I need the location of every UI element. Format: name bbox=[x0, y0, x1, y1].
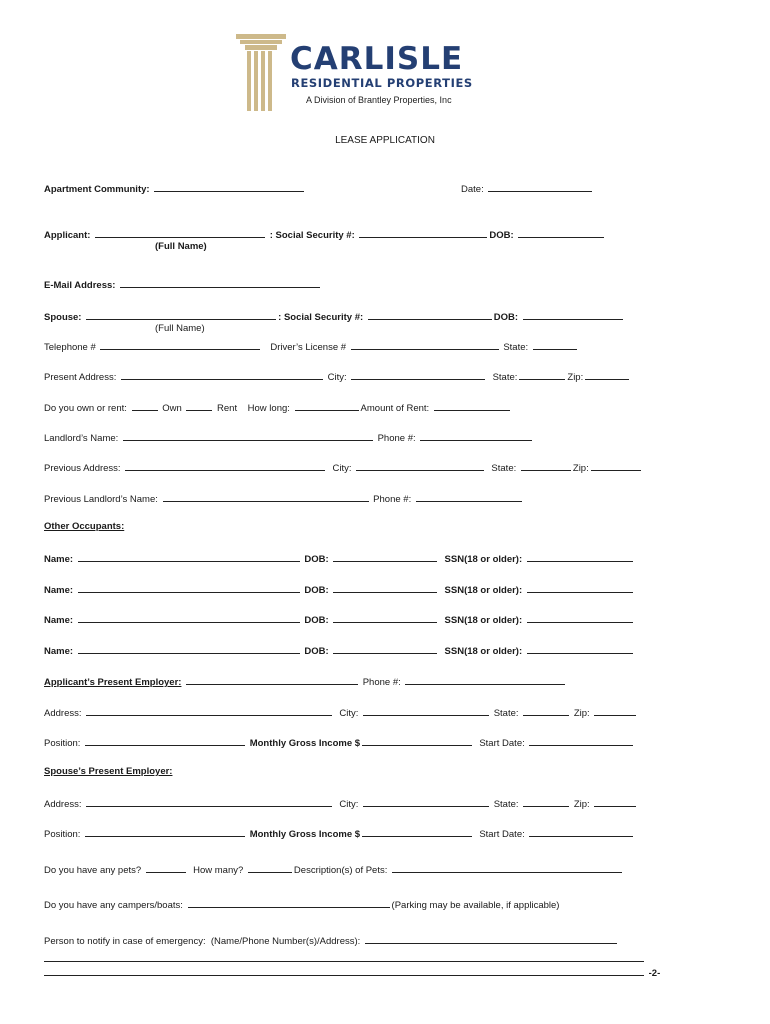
own-rent-label: Do you own or rent: bbox=[44, 403, 127, 414]
occupant-row-3 bbox=[44, 612, 635, 627]
emergency-label: Person to notify in case of emergency: bbox=[44, 936, 206, 947]
license-state-field[interactable] bbox=[533, 339, 577, 350]
how-long-label: How long: bbox=[247, 403, 290, 414]
occupant-dob-label: DOB: bbox=[304, 615, 329, 626]
occupant-ssn-label: SSN(18 or older): bbox=[444, 646, 523, 657]
occupant-ssn-label: SSN(18 or older): bbox=[444, 585, 523, 596]
occupant-ssn-field[interactable] bbox=[527, 612, 633, 623]
present-zip-label: Zip: bbox=[567, 372, 584, 383]
spouse-ssn-field[interactable] bbox=[368, 309, 492, 320]
applicant-employer-phone-label: Phone #: bbox=[362, 677, 401, 688]
occupant-row-4 bbox=[44, 643, 635, 658]
occupant-name-label: Name: bbox=[44, 646, 74, 657]
applicant-employer-state-label: State: bbox=[493, 708, 519, 719]
spouse-employer-zip-field[interactable] bbox=[594, 796, 636, 807]
spouse-employer-address-label: Address: bbox=[44, 799, 82, 810]
applicant-employer-city-label: City: bbox=[339, 708, 359, 719]
emergency-line-2 bbox=[44, 951, 646, 966]
logo-division: A Division of Brantley Properties, Inc bbox=[306, 95, 452, 105]
landlord-name-label: Landlord’s Name: bbox=[44, 433, 119, 444]
column-logo-icon bbox=[236, 32, 288, 114]
drivers-license-field[interactable] bbox=[351, 339, 499, 350]
spouse-employer-zip-label: Zip: bbox=[573, 799, 590, 810]
applicant-label: Applicant bbox=[44, 230, 88, 241]
spouse-employer-address-row bbox=[44, 796, 638, 811]
previous-address-label: Previous Address: bbox=[44, 463, 121, 474]
applicant-dob-label: DOB: bbox=[489, 230, 514, 241]
apartment-community-field[interactable] bbox=[154, 181, 304, 192]
occupant-ssn-field[interactable] bbox=[527, 551, 633, 562]
spouse-start-date-field[interactable] bbox=[529, 826, 633, 837]
apartment-community-row bbox=[44, 181, 306, 196]
applicant-employer-city-field[interactable] bbox=[363, 705, 489, 716]
occupant-dob-label: DOB: bbox=[304, 554, 329, 565]
telephone-label: Telephone # bbox=[44, 342, 96, 353]
applicant-employer-state-field[interactable] bbox=[523, 705, 569, 716]
email-field[interactable] bbox=[120, 277, 320, 288]
occupant-ssn-label: SSN(18 or older): bbox=[444, 554, 523, 565]
how-many-label: How many? bbox=[193, 865, 244, 876]
applicant-position-field[interactable] bbox=[85, 735, 245, 746]
occupant-dob-field[interactable] bbox=[333, 551, 437, 562]
how-long-field[interactable] bbox=[295, 400, 359, 411]
present-city-field[interactable] bbox=[351, 369, 485, 380]
applicant-name-field[interactable] bbox=[95, 227, 265, 238]
applicant-dob-field[interactable] bbox=[518, 227, 604, 238]
applicant-employer-address-row bbox=[44, 705, 638, 720]
amount-rent-label: Amount of Rent: bbox=[360, 403, 430, 414]
spouse-income-field[interactable] bbox=[362, 826, 472, 837]
spouse-ssn-label: Social Security #: bbox=[283, 312, 364, 323]
applicant-income-field[interactable] bbox=[362, 735, 472, 746]
applicant-employer-phone-field[interactable] bbox=[405, 674, 565, 685]
document-title: LEASE APPLICATION bbox=[335, 135, 435, 146]
emergency-row bbox=[44, 933, 619, 948]
occupant-name-field[interactable] bbox=[78, 582, 300, 593]
pets-label: Do you have any pets? bbox=[44, 865, 142, 876]
landlord-row bbox=[44, 430, 534, 445]
applicant-income-label: Monthly Gross Income $ bbox=[249, 738, 361, 749]
landlord-phone-field[interactable] bbox=[420, 430, 532, 441]
occupant-name-field[interactable] bbox=[78, 643, 300, 654]
applicant-employer-address-field[interactable] bbox=[86, 705, 332, 716]
previous-landlord-label: Previous Landlord’s Name: bbox=[44, 494, 158, 505]
occupant-dob-field[interactable] bbox=[333, 582, 437, 593]
applicant-employer-zip-field[interactable] bbox=[594, 705, 636, 716]
present-address-label: Present Address: bbox=[44, 372, 117, 383]
date-field[interactable] bbox=[488, 181, 592, 192]
own-field[interactable] bbox=[132, 400, 158, 411]
previous-address-field[interactable] bbox=[125, 460, 325, 471]
emergency-field[interactable] bbox=[365, 933, 617, 944]
present-address-row bbox=[44, 369, 631, 384]
occupant-name-label: Name: bbox=[44, 615, 74, 626]
spouse-dob-field[interactable] bbox=[523, 309, 623, 320]
applicant-employer-address-label: Address: bbox=[44, 708, 82, 719]
date-label: Date: bbox=[461, 184, 484, 195]
rent-label: Rent bbox=[217, 403, 238, 414]
spouse-employer-city-field[interactable] bbox=[363, 796, 489, 807]
campers-row bbox=[44, 897, 559, 912]
present-state-field[interactable] bbox=[519, 369, 565, 380]
parking-note: (Parking may be available, if applicable) bbox=[391, 900, 560, 911]
pet-description-field[interactable] bbox=[392, 862, 622, 873]
license-state-label: State: bbox=[503, 342, 529, 353]
previous-city-label: City: bbox=[332, 463, 352, 474]
previous-landlord-field[interactable] bbox=[163, 491, 369, 502]
apartment-community-label: Apartment Community: bbox=[44, 184, 150, 195]
spouse-position-field[interactable] bbox=[85, 826, 245, 837]
spouse-employer-address-field[interactable] bbox=[86, 796, 332, 807]
emergency-field-2[interactable] bbox=[44, 951, 644, 962]
previous-address-row bbox=[44, 460, 643, 475]
occupant-name-field[interactable] bbox=[78, 551, 300, 562]
amount-rent-field[interactable] bbox=[434, 400, 510, 411]
applicant-full-name-hint: (Full Name) bbox=[155, 241, 207, 252]
telephone-field[interactable] bbox=[100, 339, 260, 350]
spouse-position-row bbox=[44, 826, 635, 841]
spouse-income-label: Monthly Gross Income $ bbox=[249, 829, 361, 840]
previous-landlord-row bbox=[44, 491, 524, 506]
page-number: -2- bbox=[648, 968, 661, 979]
applicant-position-row bbox=[44, 735, 635, 750]
occupant-ssn-field[interactable] bbox=[527, 582, 633, 593]
logo-title: CARLISLE bbox=[290, 41, 464, 77]
applicant-ssn-field[interactable] bbox=[359, 227, 487, 238]
occupant-dob-field[interactable] bbox=[333, 643, 437, 654]
occupant-row-1 bbox=[44, 551, 635, 566]
present-state-label: State: bbox=[492, 372, 518, 383]
spouse-employer-state-label: State: bbox=[493, 799, 519, 810]
landlord-name-field[interactable] bbox=[123, 430, 373, 441]
email-label: E-Mail Address: bbox=[44, 280, 116, 291]
previous-zip-label: Zip: bbox=[572, 463, 589, 474]
occupant-dob-label: DOB: bbox=[304, 646, 329, 657]
occupant-name-label: Name: bbox=[44, 585, 74, 596]
campers-field[interactable] bbox=[188, 897, 390, 908]
applicant-employer-row bbox=[44, 674, 567, 689]
spouse-employer-city-label: City: bbox=[339, 799, 359, 810]
emergency-detail-label: (Name/Phone Number(s)/Address): bbox=[210, 936, 361, 947]
emergency-field-3[interactable] bbox=[44, 965, 644, 976]
pets-row bbox=[44, 862, 624, 877]
occupant-dob-field[interactable] bbox=[333, 612, 437, 623]
occupant-name-label: Name: bbox=[44, 554, 74, 565]
previous-landlord-phone-field[interactable] bbox=[416, 491, 522, 502]
occupant-ssn-label: SSN(18 or older): bbox=[444, 615, 523, 626]
previous-state-field[interactable] bbox=[521, 460, 571, 471]
own-rent-row bbox=[44, 400, 512, 415]
company-logo bbox=[236, 32, 496, 114]
pet-description-label: Description(s) of Pets: bbox=[293, 865, 388, 876]
other-occupants-heading: Other Occupants: bbox=[44, 521, 125, 532]
spouse-employer-heading: Spouse’s Present Employer: bbox=[44, 766, 173, 777]
date-row bbox=[461, 181, 594, 196]
present-city-label: City: bbox=[327, 372, 347, 383]
applicant-employer-heading: Applicant’s Present Employer: bbox=[44, 677, 182, 688]
previous-landlord-phone-label: Phone #: bbox=[373, 494, 412, 505]
occupant-row-2 bbox=[44, 582, 635, 597]
rent-field[interactable] bbox=[186, 400, 212, 411]
spouse-position-label: Position: bbox=[44, 829, 81, 840]
spouse-full-name-hint: (Full Name) bbox=[155, 323, 205, 334]
spouse-employer-state-field[interactable] bbox=[523, 796, 569, 807]
applicant-row: Applicant: : Social Security #: DOB: bbox=[44, 227, 606, 242]
emergency-line-3 bbox=[44, 965, 660, 980]
applicant-position-label: Position: bbox=[44, 738, 81, 749]
telephone-row bbox=[44, 339, 579, 354]
applicant-ssn-label: Social Security #: bbox=[275, 230, 355, 241]
spouse-label: Spouse: bbox=[44, 312, 82, 323]
spouse-name-field[interactable] bbox=[86, 309, 276, 320]
applicant-start-date-label: Start Date: bbox=[479, 738, 525, 749]
how-many-field[interactable] bbox=[248, 862, 292, 873]
drivers-license-label: Driver’s License # bbox=[270, 342, 347, 353]
applicant-employer-field[interactable] bbox=[186, 674, 358, 685]
campers-label: Do you have any campers/boats: bbox=[44, 900, 183, 911]
previous-city-field[interactable] bbox=[356, 460, 484, 471]
spouse-dob-label: DOB: bbox=[493, 312, 519, 323]
landlord-phone-label: Phone #: bbox=[377, 433, 416, 444]
occupant-name-field[interactable] bbox=[78, 612, 300, 623]
applicant-employer-zip-label: Zip: bbox=[573, 708, 590, 719]
previous-state-label: State: bbox=[491, 463, 517, 474]
logo-subtitle: RESIDENTIAL PROPERTIES bbox=[291, 76, 473, 90]
spouse-row: Spouse: : Social Security #: DOB: bbox=[44, 309, 625, 324]
applicant-start-date-field[interactable] bbox=[529, 735, 633, 746]
present-zip-field[interactable] bbox=[585, 369, 629, 380]
present-address-field[interactable] bbox=[121, 369, 323, 380]
email-row bbox=[44, 277, 322, 292]
occupant-ssn-field[interactable] bbox=[527, 643, 633, 654]
previous-zip-field[interactable] bbox=[591, 460, 641, 471]
own-label: Own bbox=[162, 403, 182, 414]
pets-field[interactable] bbox=[146, 862, 186, 873]
spouse-start-date-label: Start Date: bbox=[479, 829, 525, 840]
occupant-dob-label: DOB: bbox=[304, 585, 329, 596]
